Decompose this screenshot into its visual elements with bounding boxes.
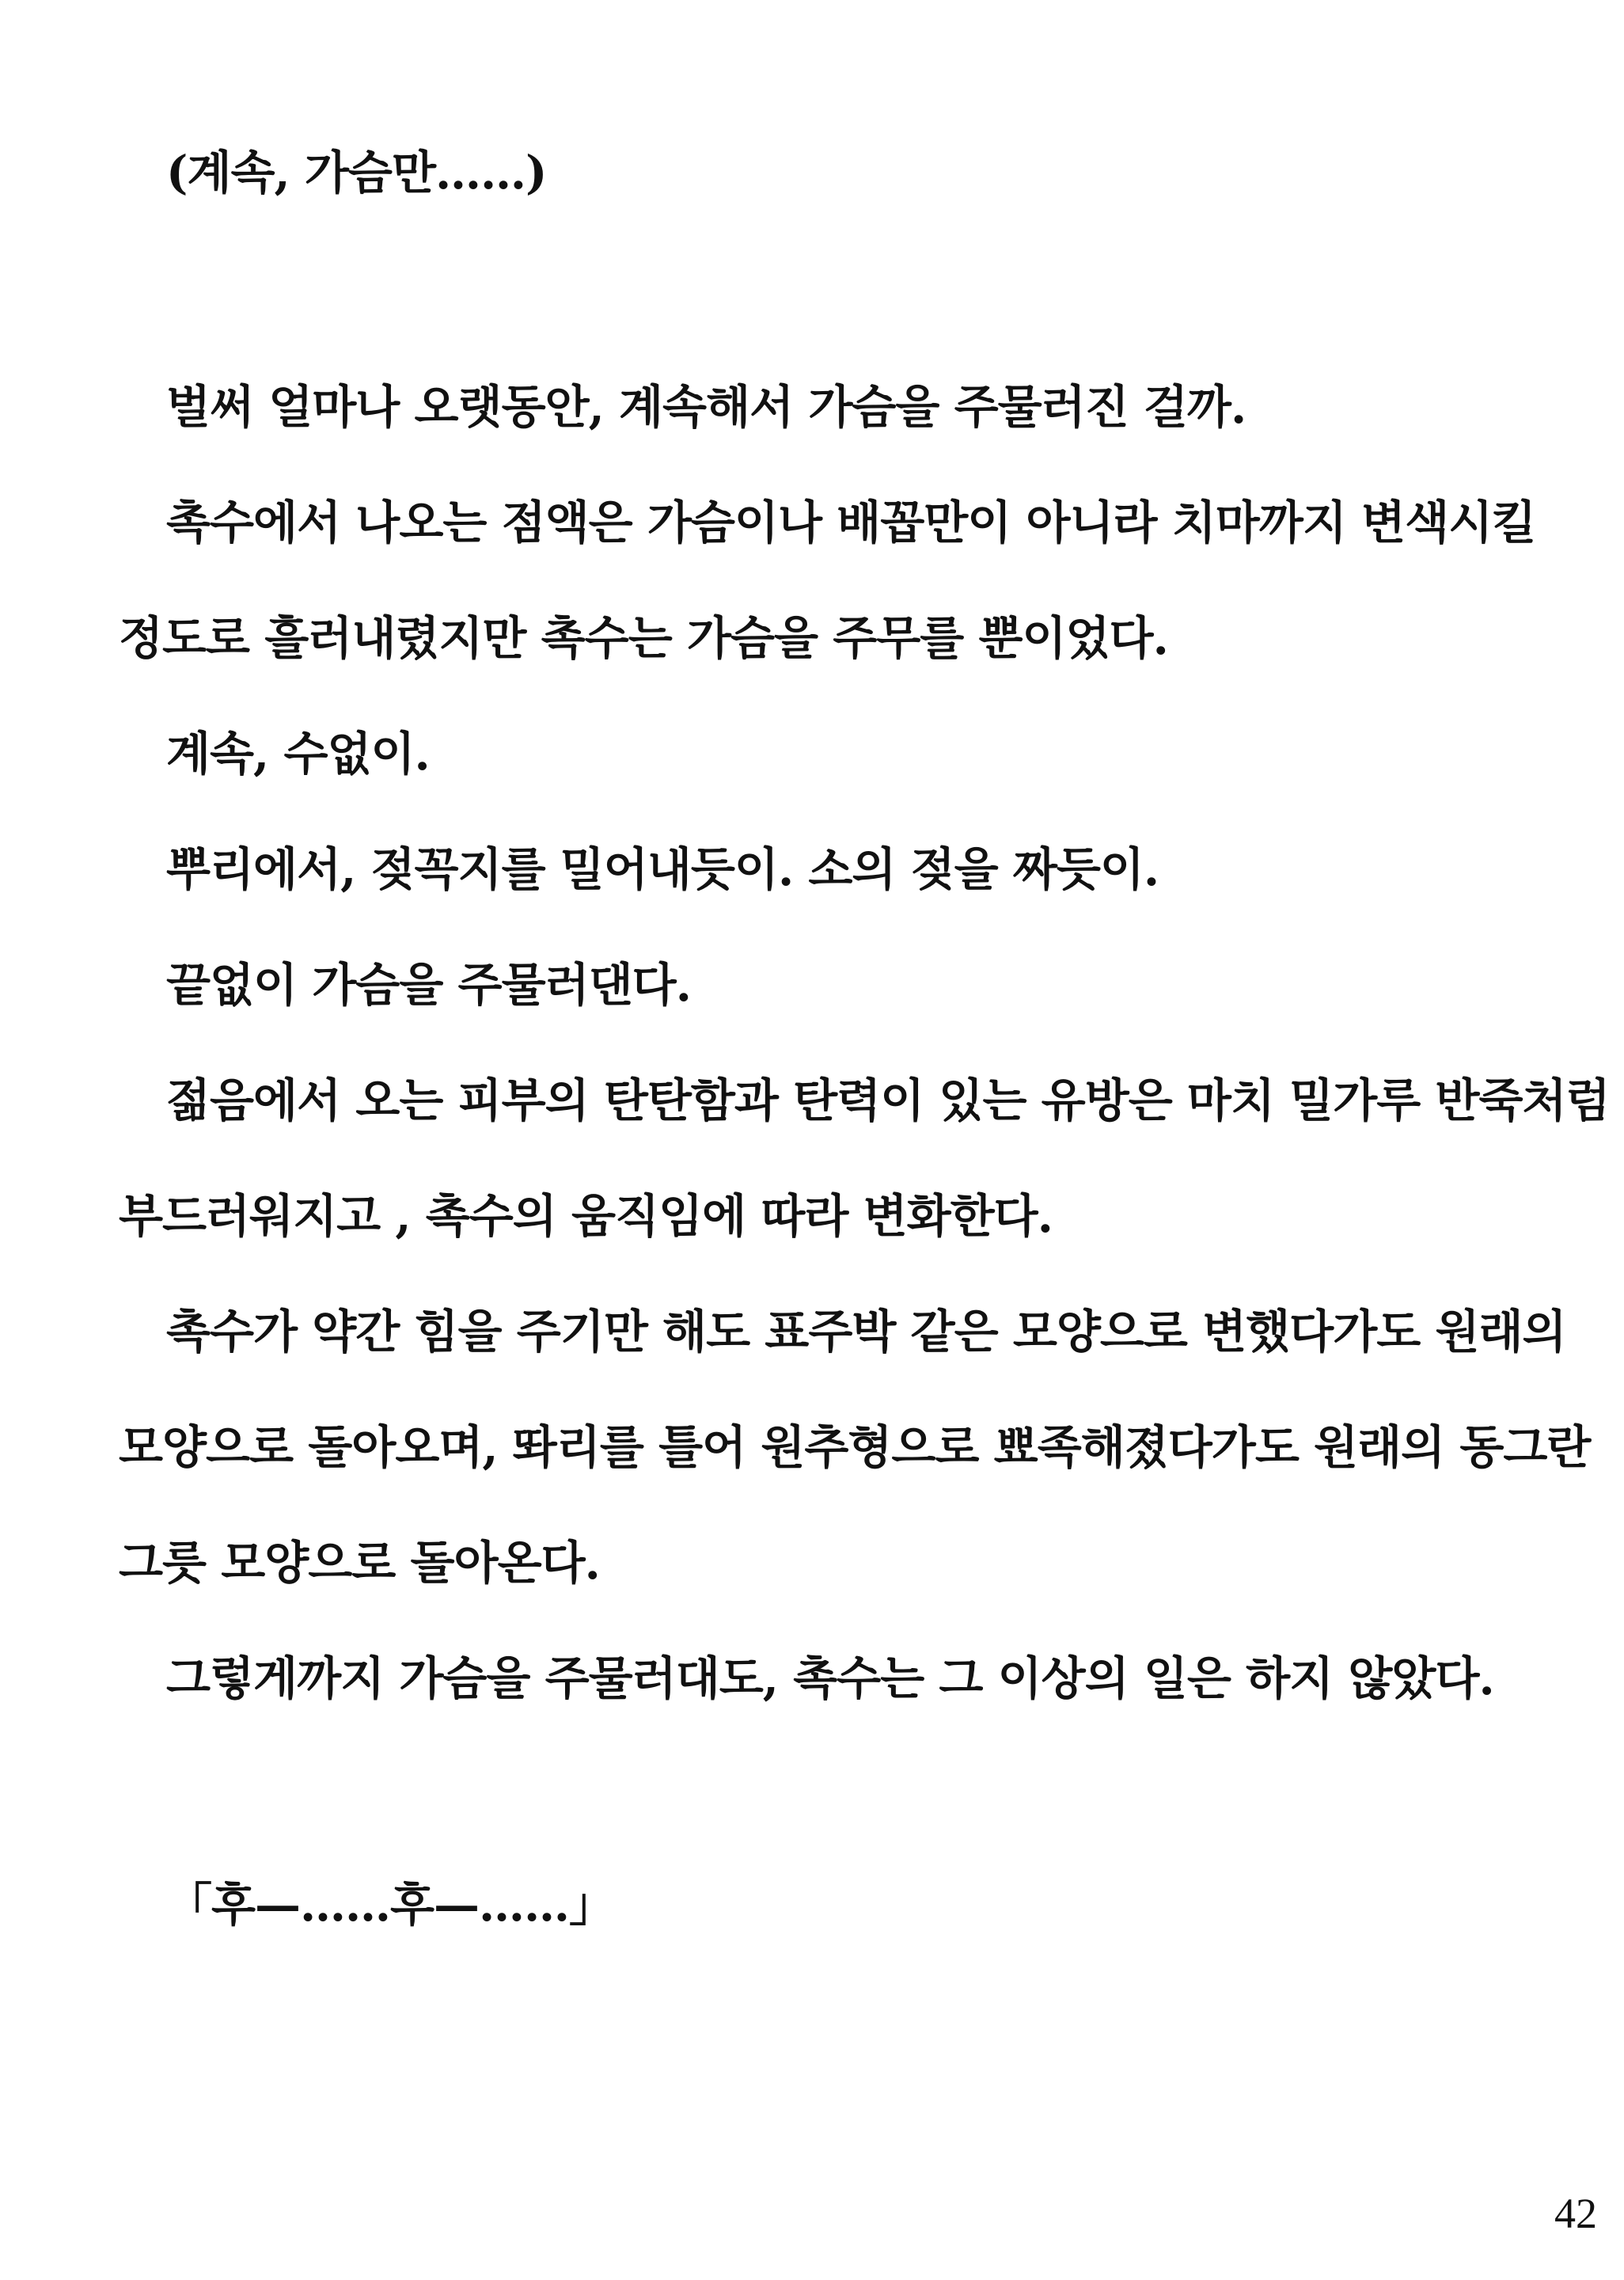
- text-line-8: 젊음에서 오는 피부의 탄탄함과 탄력이 있는 유방은 마치 밀가루 반죽처럼: [166, 1074, 1610, 1127]
- page-number: 42: [1554, 2190, 1597, 2237]
- text-line-6: 뿌리에서, 젖꼭지를 밀어내듯이. 소의 젖을 짜듯이.: [166, 842, 1159, 896]
- text-line-1: (계속, 가슴만……): [166, 146, 547, 200]
- text-line-11: 모양으로 돌아오며, 똬리를 틀어 원추형으로 뾰족해졌다가도 원래의 동그란: [119, 1420, 1591, 1474]
- text-line-4: 정도로 흘러내렸지만 촉수는 가슴을 주무를 뿐이었다.: [119, 611, 1168, 665]
- text-line-12: 그릇 모양으로 돌아온다.: [119, 1536, 600, 1590]
- text-line-14: 「후—……후—……」: [166, 1878, 615, 1932]
- text-line-2: 벌써 얼마나 오랫동안, 계속해서 가슴을 주물러진 걸까.: [166, 380, 1246, 434]
- text-line-7: 끝없이 가슴을 주물러댄다.: [166, 958, 691, 1012]
- text-line-3: 촉수에서 나오는 점액은 가슴이나 배꼽만이 아니라 치마까지 변색시킬: [166, 496, 1536, 549]
- text-line-10: 촉수가 약간 힘을 주기만 해도 표주박 같은 모양으로 변했다가도 원래의: [166, 1305, 1566, 1358]
- text-line-9: 부드러워지고 , 촉수의 움직임에 따라 변화한다.: [119, 1189, 1053, 1243]
- text-line-13: 그렇게까지 가슴을 주물러대도, 촉수는 그 이상의 일은 하지 않았다.: [166, 1651, 1494, 1705]
- text-line-5: 계속, 수없이.: [166, 727, 430, 781]
